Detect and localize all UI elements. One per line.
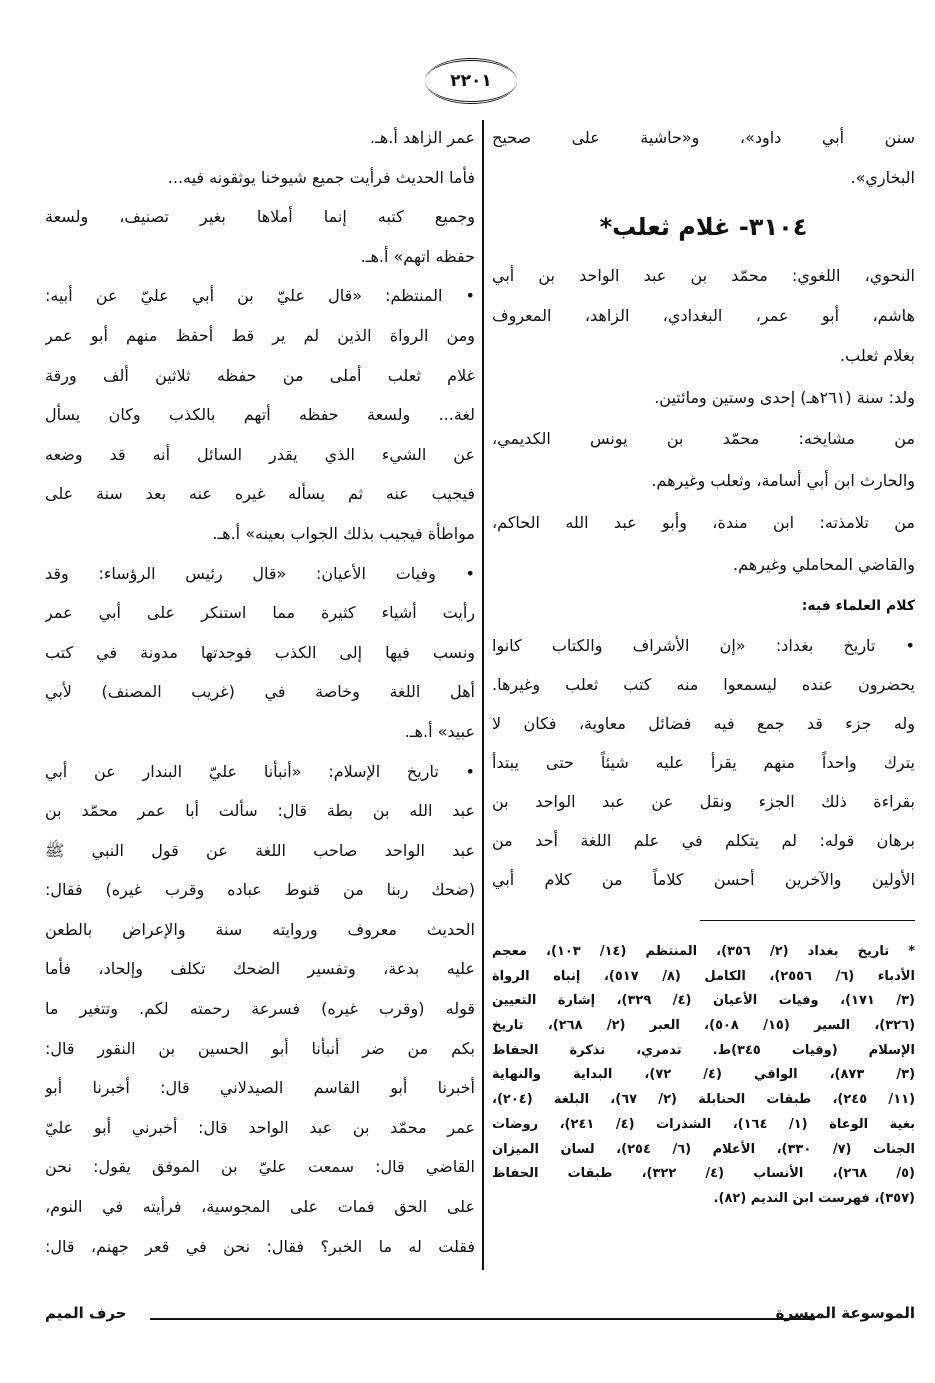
- text-line: بغلام ثعلب.: [840, 346, 915, 365]
- text-line: فقلت له ما الخبر؟ فقال: نحن في قعر جهنم، قال:: [45, 1236, 475, 1256]
- text-line: النحوي، اللغوي: محمّد بن عبد الواحد بن أبي: [492, 266, 915, 285]
- text-line: أخبرنا أبو القاسم الصيدلاني قال: أخبرنا أبو: [45, 1078, 475, 1098]
- text-line: • وفيات الأعيان: «قال رئيس الرؤساء: وقد: [45, 563, 475, 583]
- text-line: أهل اللغة وخاصة في (غريب المصنف) لأبي: [45, 682, 475, 702]
- text-line: بكم من ضر أنبأنا أبو الحسين بن النقور قال:: [45, 1038, 475, 1058]
- text-line: عبد الواحد صاحب اللغة عن قول النبي ﷺ: [45, 840, 475, 860]
- footnote-line: (١١/ ٢٤٥)، طبقات الحنابلة (٢/ ٦٧)، البلغة (٢٠٤)،: [492, 1092, 915, 1108]
- text-line: وجميع كتبه إنما أملاها بغير تصنيف، ولسعة: [45, 207, 475, 227]
- text-line: فيجيب عنه ثم يسأله غيره عنه بعد سنة على: [45, 484, 475, 504]
- text-line: • تاريخ الإسلام: «أنبأنا عليّ البندار عن أبي: [45, 761, 475, 781]
- footnote-line: * تاريخ بغداد (٢/ ٣٥٦)، المنتظم (١٤/ ١٠٣)، معجم: [492, 944, 915, 959]
- footnote-separator: [700, 920, 915, 921]
- text-line: لغة... ولسعة حفظه أتهم بالكذب وكان يسأل: [45, 405, 475, 425]
- entry-heading: ٣١٠٤- غلام ثعلب*: [599, 213, 808, 241]
- right-column: [492, 118, 915, 899]
- left-column: [45, 118, 475, 1266]
- footnote-line: الأدباء (٦/ ٢٥٥٦)، الكامل (٨/ ٥١٧)، إنباه الرواة: [492, 968, 915, 984]
- text-line: الأولين والآخرين أحسن كلاماً من كلام أبي: [492, 870, 915, 889]
- text-line: عمر محمّد بن عبد الواحد قال: أخبرني أبو عليّ: [45, 1117, 475, 1137]
- text-line: ومن الرواة الذين لم ير قط أحفظ منهم أبو عمر: [45, 325, 475, 345]
- text-line: يترك واحداً منهم يقرأ عليه شيئاً حتى يبتدأ: [492, 753, 915, 772]
- text-line: هاشم، أبو عمر، البغدادي، الزاهد، المعروف: [492, 306, 915, 325]
- text-line: يحضرون عنده ليسمعوا منه كتب ثعلب وغيرها.: [492, 675, 915, 694]
- footer-book-title: الموسوعة الميسرة: [775, 1304, 915, 1322]
- text-line: والقاضي المحاملي وغيرهم.: [732, 555, 915, 574]
- text-line: عبد الله بن بطة قال: سألت أبا عمر محمّد بن: [45, 801, 475, 821]
- text-line: برهان قوله: لم يتكلم في علم اللغة أحد من: [492, 831, 915, 850]
- column-divider: [482, 120, 484, 1270]
- text-line: ونسب فيها إلى الكذب فوجدتها مدونة في كتب: [45, 642, 475, 662]
- text-line: قوله (وقرب غيره) فسرعة رحمته لكم. وتتغير ما: [45, 999, 475, 1019]
- text-line: وله جزء قد جمع فيه فضائل معاوية، فكان لا: [492, 714, 915, 733]
- footnote-line: الجنات (٧/ ٣٣٠)، الأعلام (٦/ ٢٥٤)، لسان الميزان: [492, 1141, 915, 1157]
- text-line: فأما الحديث فرأيت جميع شيوخنا يوثقونه فيه...: [167, 167, 475, 187]
- footnote: [492, 940, 915, 1212]
- baghdad-quote: [492, 626, 915, 899]
- footer-section: حرف الميم: [45, 1304, 127, 1322]
- text-line: سنن أبي داود»، و«حاشية على صحيح: [492, 128, 915, 147]
- text-line: من تلامذته: ابن مندة، وأبو عبد الله الحاكم،: [492, 513, 915, 532]
- text-line: غلام ثعلب أملى من حفظه ثلاثين ألف ورقة: [45, 365, 475, 385]
- footer-rule: [150, 1318, 815, 1320]
- text-line: عليه بدعة، وتفسير الضحك تكلف وإلحاد، فأما: [45, 959, 475, 979]
- text-line: عن الشيء الذي يقدر السائل أنه قد وضعه: [45, 444, 475, 464]
- text-line: من مشايخه: محمّد بن يونس الكديمي،: [492, 429, 915, 448]
- footnote-line: (٣٢٦)، السير (١٥/ ٥٠٨)، العبر (٢/ ٢٦٨)، تاريخ: [492, 1018, 915, 1034]
- footnote-line: (٥/ ٢٦٨)، الأنساب (٤/ ٣٢٢)، طبقات الحفاظ: [492, 1166, 915, 1182]
- born-line: ولد: سنة (٢٦١هـ) إحدى وستين ومائتين.: [654, 388, 915, 407]
- text-line: رأيت أشياء كثيرة مما استنكر على أبي عمر: [45, 603, 475, 623]
- footnote-line: الإسلام (وفيات ٣٤٥)ط. تدمري، تذكرة الحفاظ: [492, 1042, 915, 1058]
- page-number: ٢٢٠١: [425, 58, 517, 104]
- text-line: القاضي قال: سمعت عليّ بن الموفق يقول: نحن: [45, 1157, 475, 1177]
- text-line: على الحق فمات على المجوسية، فرأيته في النوم،: [45, 1197, 475, 1217]
- text-line: مواطأة فيجيب بذلك الجواب بعينه» أ.هـ.: [212, 523, 475, 543]
- footnote-line: (٣/ ٨٧٣)، الوافي (٤/ ٧٢)، البداية والنهاية: [492, 1067, 915, 1083]
- text-line: عبيد» أ.هـ.: [404, 721, 475, 741]
- students-paragraph: [492, 502, 915, 586]
- text-line: • المنتظم: «قال عليّ بن أبي عليّ عن أبيه:: [45, 286, 475, 306]
- footnote-line: بغية الوعاة (١/ ١٦٤)، الشذرات (٤/ ٢٤١)، روضات: [492, 1116, 915, 1132]
- footnote-line: (٣٥٧)، فهرست ابن النديم (٨٢).: [713, 1190, 915, 1206]
- intro-paragraph: [492, 118, 915, 198]
- scholars-heading: كلام العلماء فيه:: [801, 598, 915, 614]
- text-line: الحديث معروف وروايته سنة والإعراض بالطعن: [45, 919, 475, 939]
- text-line: حفظه اتهم» أ.هـ.: [360, 246, 475, 266]
- bio-paragraph: [492, 256, 915, 376]
- text-line: والحارث ابن أبي أسامة، وثعلب وغيرهم.: [651, 471, 915, 490]
- text-line: (ضحك ربنا من قنوط عباده وقرب غيره) فقال:: [45, 880, 475, 900]
- footnote-line: (٣/ ١٧١)، وفيات الأعيان (٤/ ٣٢٩)، إشارة التعيين: [492, 993, 915, 1009]
- text-line: عمر الزاهد أ.هـ.: [370, 128, 475, 147]
- teachers-paragraph: [492, 418, 915, 502]
- text-line: • تاريخ بغداد: «إن الأشراف والكتاب كانوا: [492, 636, 915, 655]
- text-line: البخاري».: [850, 168, 915, 187]
- text-line: بقراءة ذلك الجزء ونقل عن عبد الواحد بن: [492, 792, 915, 811]
